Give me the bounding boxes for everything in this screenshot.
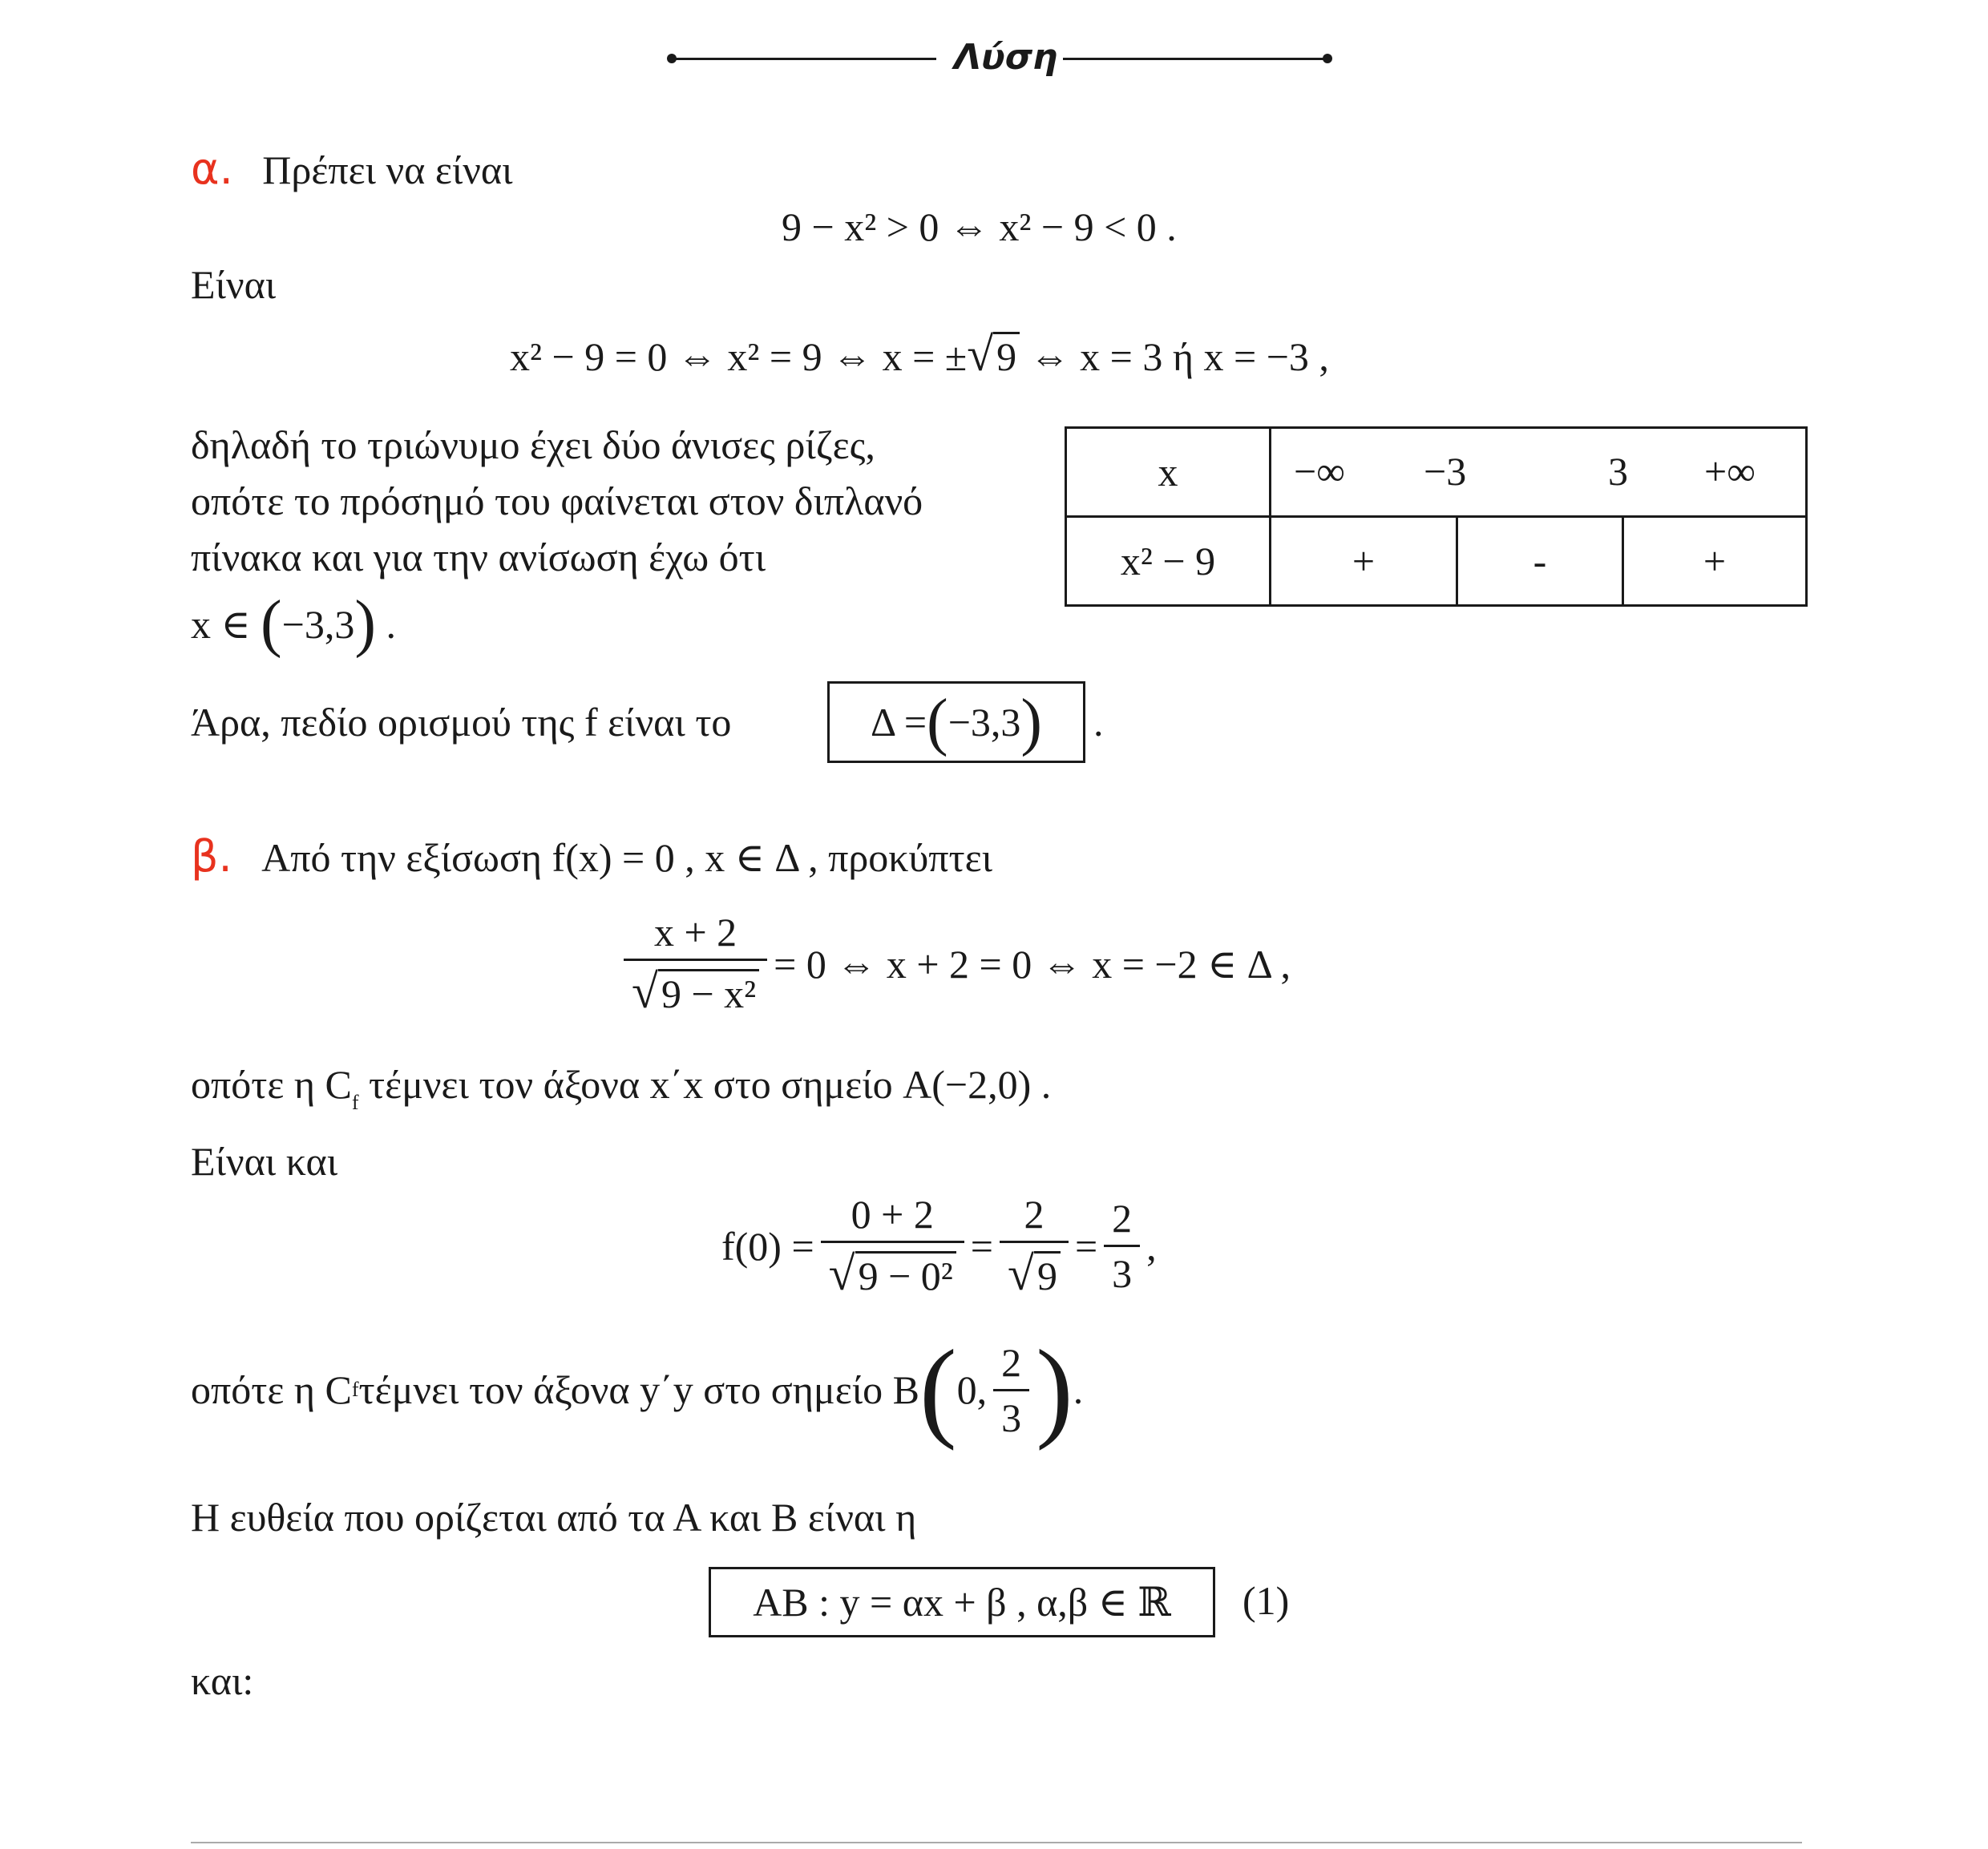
point-pos-inf: +∞ [1704, 449, 1756, 494]
sqrt-sign: √ [828, 1247, 855, 1300]
f0-equation [721, 1194, 1157, 1298]
part-b-intro: Από την εξίσωση f(x) = 0 , x ∈ Δ , προκύπτει [261, 835, 993, 880]
equals-sign: = [970, 1223, 993, 1269]
cf-line-2 [191, 1327, 1084, 1451]
domain-period: . [1093, 700, 1104, 745]
page-title: Λύση [954, 37, 1058, 78]
point-3: 3 [1608, 449, 1628, 494]
cf-line-2-pre: οπότε η C [191, 1367, 352, 1412]
cf-subscript: f [351, 1378, 359, 1401]
b-point-den: 3 [993, 1389, 1029, 1438]
paren-open: ( [261, 588, 282, 659]
equation-2 [510, 328, 1329, 381]
sqrt-content: 9 − 0² [855, 1251, 956, 1298]
f0-fraction-1 [821, 1194, 964, 1298]
part-a-intro: Πρέπει να είναι [262, 147, 513, 192]
row2-label-cell [1066, 517, 1271, 606]
domain-box [827, 681, 1085, 763]
b-point-fraction [993, 1339, 1029, 1440]
cf-subscript: f [351, 1091, 359, 1114]
sign-2: - [1533, 539, 1547, 583]
sign-cell-2 [1457, 517, 1623, 606]
point-neg-3: −3 [1424, 449, 1467, 494]
part-b-label: β. [191, 831, 232, 882]
equation-3 [617, 910, 1291, 1018]
sign-3: + [1703, 539, 1727, 583]
sqrt-sign: √ [1008, 1247, 1034, 1300]
equation-2-tail: ⇔ x = 3 ή x = −3 , [1020, 334, 1329, 379]
f0-fraction-3-den: 3 [1104, 1245, 1140, 1294]
cf-line-1 [191, 1064, 1051, 1113]
comma: , [1146, 1223, 1157, 1269]
part-a-label: α. [191, 143, 233, 194]
part-a-heading [191, 143, 513, 194]
equation-3-tail: = 0 ⇔ x + 2 = 0 ⇔ x = −2 ∈ Δ , [774, 941, 1291, 987]
b-point-x: 0, [956, 1367, 988, 1412]
sqrt-content: 9 [993, 332, 1020, 379]
cf-line-1-post: τέμνει τον άξονα x΄x στο σημείο A(−2,0) . [358, 1062, 1052, 1107]
sign-table [1065, 426, 1808, 607]
text-line-4-pre: x ∈ [191, 602, 261, 647]
equation-2-head: x² − 9 = 0 ⇔ x² = 9 ⇔ x = ± [510, 334, 968, 379]
footer-divider [191, 1842, 1802, 1843]
f0-fraction-1-den [821, 1241, 964, 1298]
equation-1: 9 − x² > 0 ⇔ x² − 9 < 0 . [782, 204, 1177, 249]
f0-fraction-2-num: 2 [1024, 1192, 1045, 1237]
f0-fraction-2-den [1000, 1241, 1069, 1298]
row2-label: x² − 9 [1120, 539, 1216, 583]
part-b-heading [191, 831, 993, 882]
f0-fraction-2 [1000, 1194, 1069, 1298]
text-line-4-post: . [376, 602, 396, 647]
period: . [1073, 1367, 1084, 1412]
header-dot-left [667, 54, 677, 63]
cf-line-1-pre: οπότε η C [191, 1062, 352, 1107]
text-line-4 [191, 588, 396, 659]
b-point-num: 2 [1001, 1339, 1022, 1385]
f0-fraction-3 [1104, 1198, 1140, 1294]
points-cell [1271, 428, 1807, 517]
equals-sign: = [1074, 1223, 1098, 1269]
cf-line-2-post: τέμνει τον άξονα y΄y στο σημείο B [358, 1367, 920, 1412]
sqrt-sign: √ [632, 965, 658, 1018]
table-row [1066, 428, 1807, 517]
header-dot-right [1323, 54, 1332, 63]
fraction-1-num: x + 2 [653, 910, 737, 955]
header-line-left [672, 58, 936, 60]
kai-label: και: [191, 1658, 254, 1703]
sign-1: + [1352, 539, 1376, 583]
f0-lhs: f(0) = [721, 1223, 814, 1269]
sign-cell-1 [1271, 517, 1457, 606]
text-line-2: οπότε το πρόσημό του φαίνεται στον διπλανό [191, 478, 923, 523]
domain-box-pre: Δ = [870, 700, 927, 745]
header-line-right [1063, 58, 1327, 60]
text-line-1: δηλαδή το τριώνυμο έχει δύο άνισες ρίζες, [191, 422, 875, 467]
paren-close: ) [1036, 1327, 1073, 1451]
sqrt-content: 9 − x² [658, 969, 759, 1016]
einai-kai-label: Είναι και [191, 1139, 338, 1184]
table-row [1066, 517, 1807, 606]
paren-open: ( [919, 1327, 957, 1451]
row1-label-cell [1066, 428, 1271, 517]
ab-equation-box: AB : y = αx + β , α,β ∈ ℝ [709, 1567, 1215, 1637]
text-line-3: πίνακα και για την ανίσωση έχω ότι [191, 535, 766, 579]
interval-value: −3,3 [281, 602, 355, 647]
row1-label: x [1158, 450, 1178, 495]
f0-fraction-3-num: 2 [1112, 1196, 1133, 1241]
paren-open: ( [927, 687, 948, 757]
sign-cell-3 [1623, 517, 1807, 606]
domain-interval: −3,3 [948, 700, 1021, 745]
fraction-1 [624, 910, 767, 1018]
ab-equation-ref: (1) [1242, 1578, 1290, 1623]
paren-close: ) [1020, 687, 1043, 757]
sqrt-content: 9 [1034, 1251, 1061, 1298]
fraction-1-den [624, 959, 767, 1018]
paren-close: ) [354, 588, 376, 659]
einai-label: Είναι [191, 262, 277, 307]
sqrt-sign: √ [967, 328, 994, 381]
line-intro: Η ευθεία που ορίζεται από τα Α και Β είναι η [191, 1495, 917, 1540]
f0-fraction-1-num: 0 + 2 [851, 1192, 934, 1237]
point-neg-inf: −∞ [1294, 449, 1345, 494]
domain-text: Άρα, πεδίο ορισμού της f είναι το [191, 700, 732, 745]
